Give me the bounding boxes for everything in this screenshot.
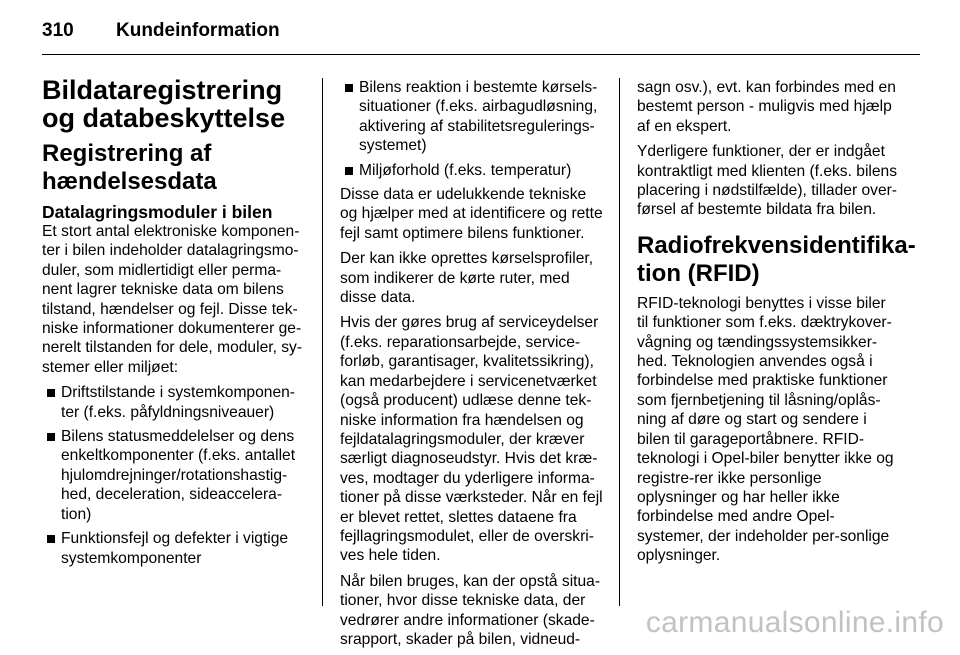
paragraph: sagn osv.), evt. kan forbindes med en bestemt person - muligvis med hjælp af en ekspert.: [637, 79, 896, 135]
column-1: [42, 76, 306, 573]
rfid-paragraph: RFID-teknologi benyttes i visse biler til funktioner som f.eks. dæktrykover-vågning og tændingssystemsikker-hed. Teknologien anvendes også i forbindelse med praktiske funktioner som fjernbetjening til låsning/oplås-ning af døre og start og sendere i bilen til garageportåbnere. RFID-teknologi i Opel-biler benytter ikke og registre-rer ikke personlige oplysninger og har heller ikke forbindelse med andre Opel-systemer, der indeholder per-sonlige oplysninger.: [637, 294, 894, 565]
subsubtitle: Datalagringsmoduler i bilen: [42, 202, 273, 222]
bullet-square-icon: [345, 84, 353, 92]
list-item: Driftstilstande i systemkomponen-ter (f.eks. påfyldningsniveauer): [42, 383, 306, 422]
section-title: Kundeinformation: [116, 20, 280, 41]
list-item: Bilens reaktion i bestemte kørsels-situationer (f.eks. airbagudløsning, aktivering af stabilitetsregulerings-systemet): [340, 78, 604, 156]
bullet-square-icon: [47, 389, 55, 397]
list-item: Miljøforhold (f.eks. temperatur): [340, 161, 604, 180]
paragraph: Yderligere funktioner, der er indgået kontraktligt med klienten (f.eks. bilens placering i nødstilfælde), tillader over-førsel af bestemte bildata fra bilen.: [637, 143, 898, 219]
paragraph: Disse data er udelukkende tekniske og hjælper med at identificere og rette fejl samt optimere bilens funktioner.: [340, 186, 603, 242]
list-item: Bilens statusmeddelelser og dens enkeltkomponenter (f.eks. antallet hjulomdrejninger/rotationshastig-hed, deceleration, sideaccelera-tion): [42, 427, 306, 524]
bullet-square-icon: [47, 535, 55, 543]
paragraph: Der kan ikke oprettes kørselsprofiler, som indikerer de kørte ruter, med disse data.: [340, 250, 594, 307]
subtitle: Registrering af hændelsesdata: [42, 140, 217, 195]
watermark: carmanualsonline.info: [645, 606, 944, 639]
paragraph: Hvis der gøres brug af serviceydelser (f.eks. reparationsarbejde, service-forløb, garantisager, kvalitetssikring), kan medarbejdere i servicenetværket (også producent) udlæse denne tek-niske information fra hændelsen og fejldatalagringsmoduler, der kræver særligt diagnoseudstyr. Hvis det kræ-ves, modtager du yderligere informa-tioner på disse værksteder. Når en fejl er blevet rettet, slettes dataene fra fejllagringsmodulet, eller de overskri-ves hele tiden.: [340, 314, 603, 565]
page-title: Bildataregistrering og databeskyttelse: [42, 75, 286, 133]
page-header: [42, 14, 920, 55]
bullet-square-icon: [47, 433, 55, 441]
rfid-heading: Radiofrekvensidentifika-tion (RFID): [637, 231, 916, 287]
bullet-square-icon: [345, 167, 353, 175]
intro-paragraph: Et stort antal elektroniske komponen-ter i bilen indeholder datalagringsmo-duler, som midlertidigt eller perma-nent lagrer tekniske data om bilens tilstand, hændelser og fejl. Disse tek-niske informationer dokumenterer ge-nerelt tilstanden for dele, moduler, sy-stemer eller miljøet:: [42, 223, 303, 376]
column-2: [340, 78, 604, 655]
list-item: Funktionsfejl og defekter i vigtige systemkomponenter: [42, 529, 306, 568]
paragraph: Når bilen bruges, kan der opstå situa-tioner, hvor disse tekniske data, der vedrører andre informationer (skade-srapport, skader på bilen, vidneud-: [340, 572, 601, 648]
column-3: [637, 78, 916, 572]
page-number: 310: [42, 20, 74, 41]
